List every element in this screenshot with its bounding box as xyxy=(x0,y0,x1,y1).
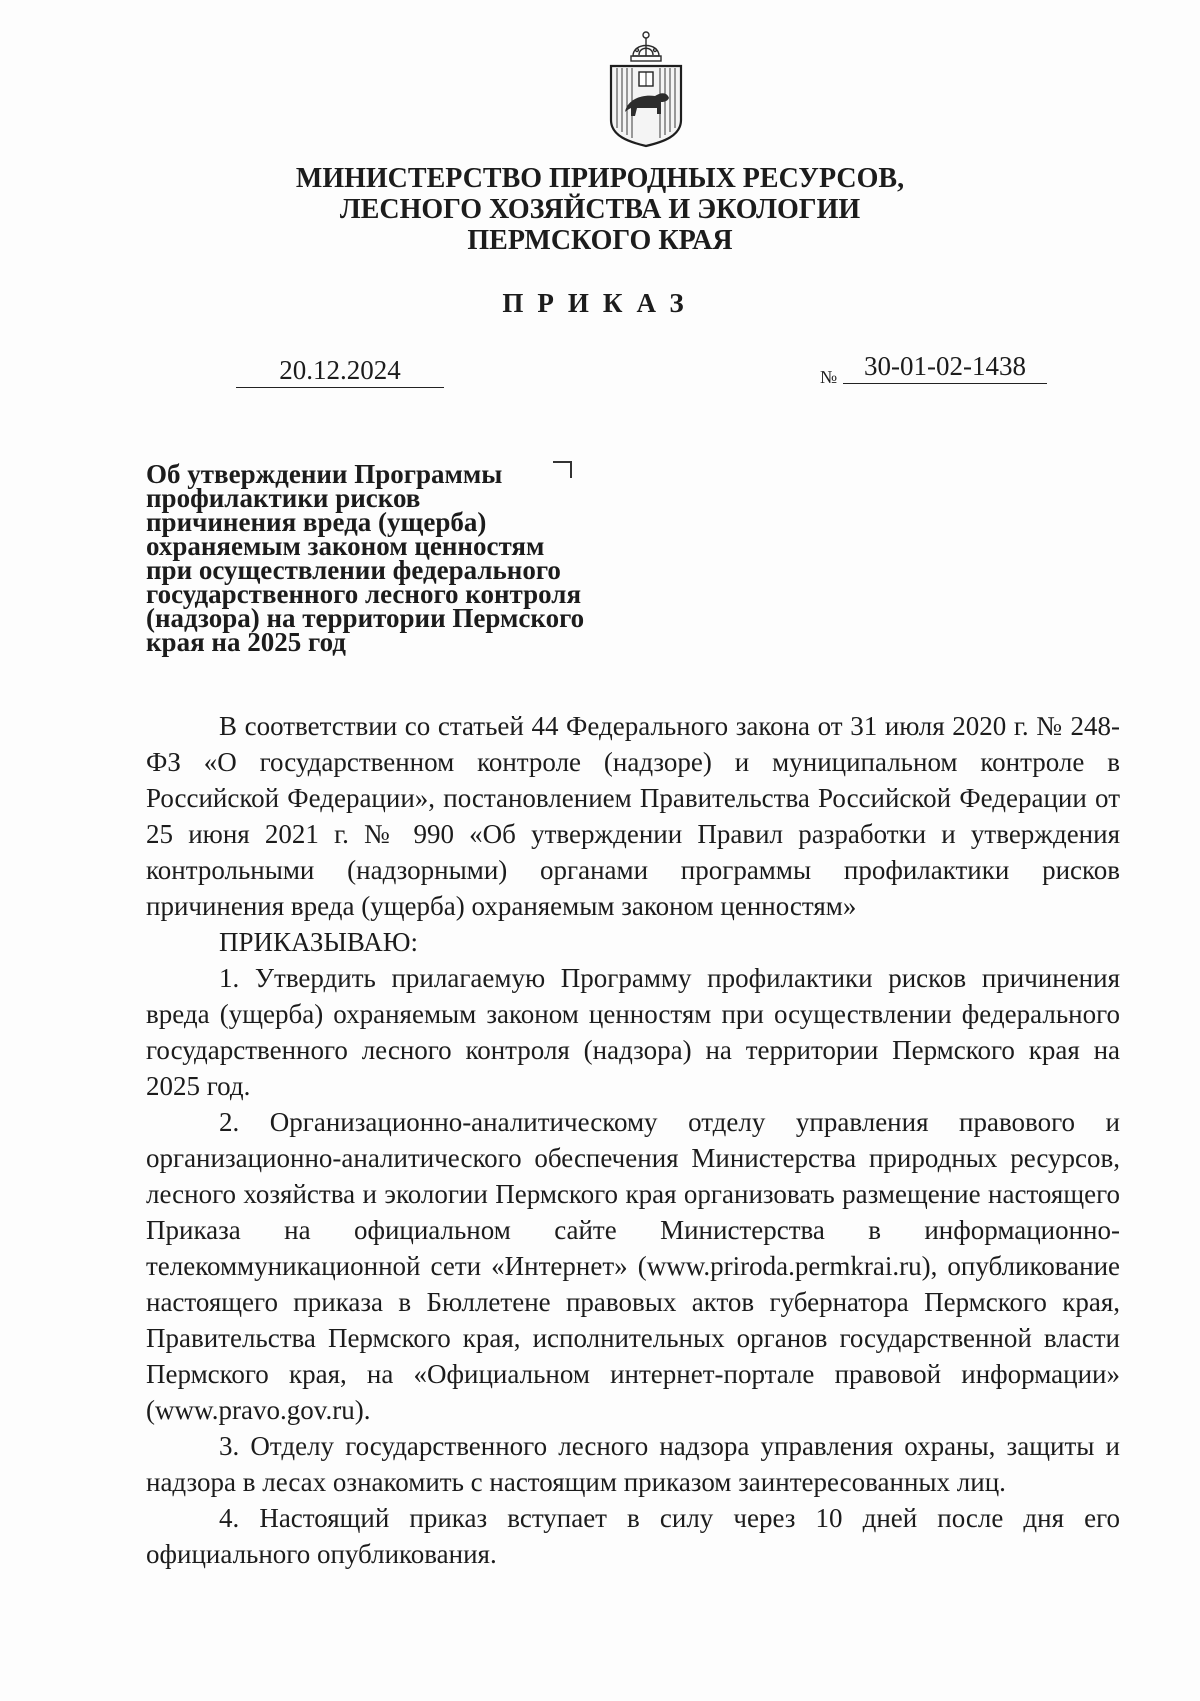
order-number-label: № xyxy=(820,367,838,387)
order-word: ПРИКАЗЫВАЮ: xyxy=(219,927,418,957)
ministry-header-line: МИНИСТЕРСТВО ПРИРОДНЫХ РЕСУРСОВ, xyxy=(295,163,905,194)
ministry-header xyxy=(0,163,1200,256)
preamble-paragraph: В соответствии со статьей 44 Федерального закона от 31 июля 2020 г. № 248-ФЗ «О государственном контроле (надзоре) и муниципальном контроле в Российской Федерации», постановлением Правительства Российской Федерации от 25 июня 2021 г. № 990 «Об утверждении Правил разработки и утверждения контрольными (надзорными) органами программы профилактики рисков причинения вреда (ущерба) охраняемым законом ценностям» xyxy=(146,711,1120,921)
ministry-header-line: ПЕРМСКОГО КРАЯ xyxy=(467,225,733,256)
subject-line: края на 2025 год xyxy=(146,627,346,657)
order-body xyxy=(146,708,1120,1572)
order-number: 30-01-02-1438 xyxy=(843,351,1047,384)
subject-line: профилактики рисков xyxy=(146,483,421,513)
document-type-title: ПРИКАЗ xyxy=(502,288,698,318)
order-date: 20.12.2024 xyxy=(236,355,444,388)
subject-line: Об утверждении Программы xyxy=(146,459,503,489)
subject-line: государственного лесного контроля xyxy=(146,579,582,609)
order-item: 3. Отделу государственного лесного надзора управления охраны, защиты и надзора в лесах ознакомить с настоящим приказом заинтересованных лиц. xyxy=(146,1431,1120,1497)
order-item: 1. Утвердить прилагаемую Программу профилактики рисков причинения вреда (ущерба) охраняемым законом ценностям при осуществлении федерального государственного лесного контроля (надзора) на территории Пермского края на 2025 год. xyxy=(146,963,1120,1101)
subject-corner-mark xyxy=(553,461,572,478)
ministry-header-line: ЛЕСНОГО ХОЗЯЙСТВА И ЭКОЛОГИИ xyxy=(339,194,861,225)
order-subject xyxy=(146,459,616,657)
subject-line: причинения вреда (ущерба) xyxy=(146,507,487,537)
subject-line: охраняемым законом ценностям xyxy=(146,531,545,561)
subject-line: при осуществлении федерального xyxy=(146,555,561,585)
subject-line: (надзора) на территории Пермского xyxy=(146,603,585,633)
order-item: 4. Настоящий приказ вступает в силу через 10 дней после дня его официального опубликования. xyxy=(146,1503,1120,1569)
coat-of-arms-icon xyxy=(603,28,689,148)
order-item: 2. Организационно-аналитическому отделу управления правового и организационно-аналитического обеспечения Министерства природных ресурсов, лесного хозяйства и экологии Пермского края организовать размещение настоящего Приказа на официальном сайте Министерства в информационно-телекоммуникационной сети «Интернет» (www.priroda.permkrai.ru), опубликование настоящего приказа в Бюллетене правовых актов губернатора Пермского края, Правительства Пермского края, исполнительных органов государственной власти Пермского края, на «Официальном интернет-портале правовой информации» (www.pravo.gov.ru). xyxy=(146,1107,1120,1425)
